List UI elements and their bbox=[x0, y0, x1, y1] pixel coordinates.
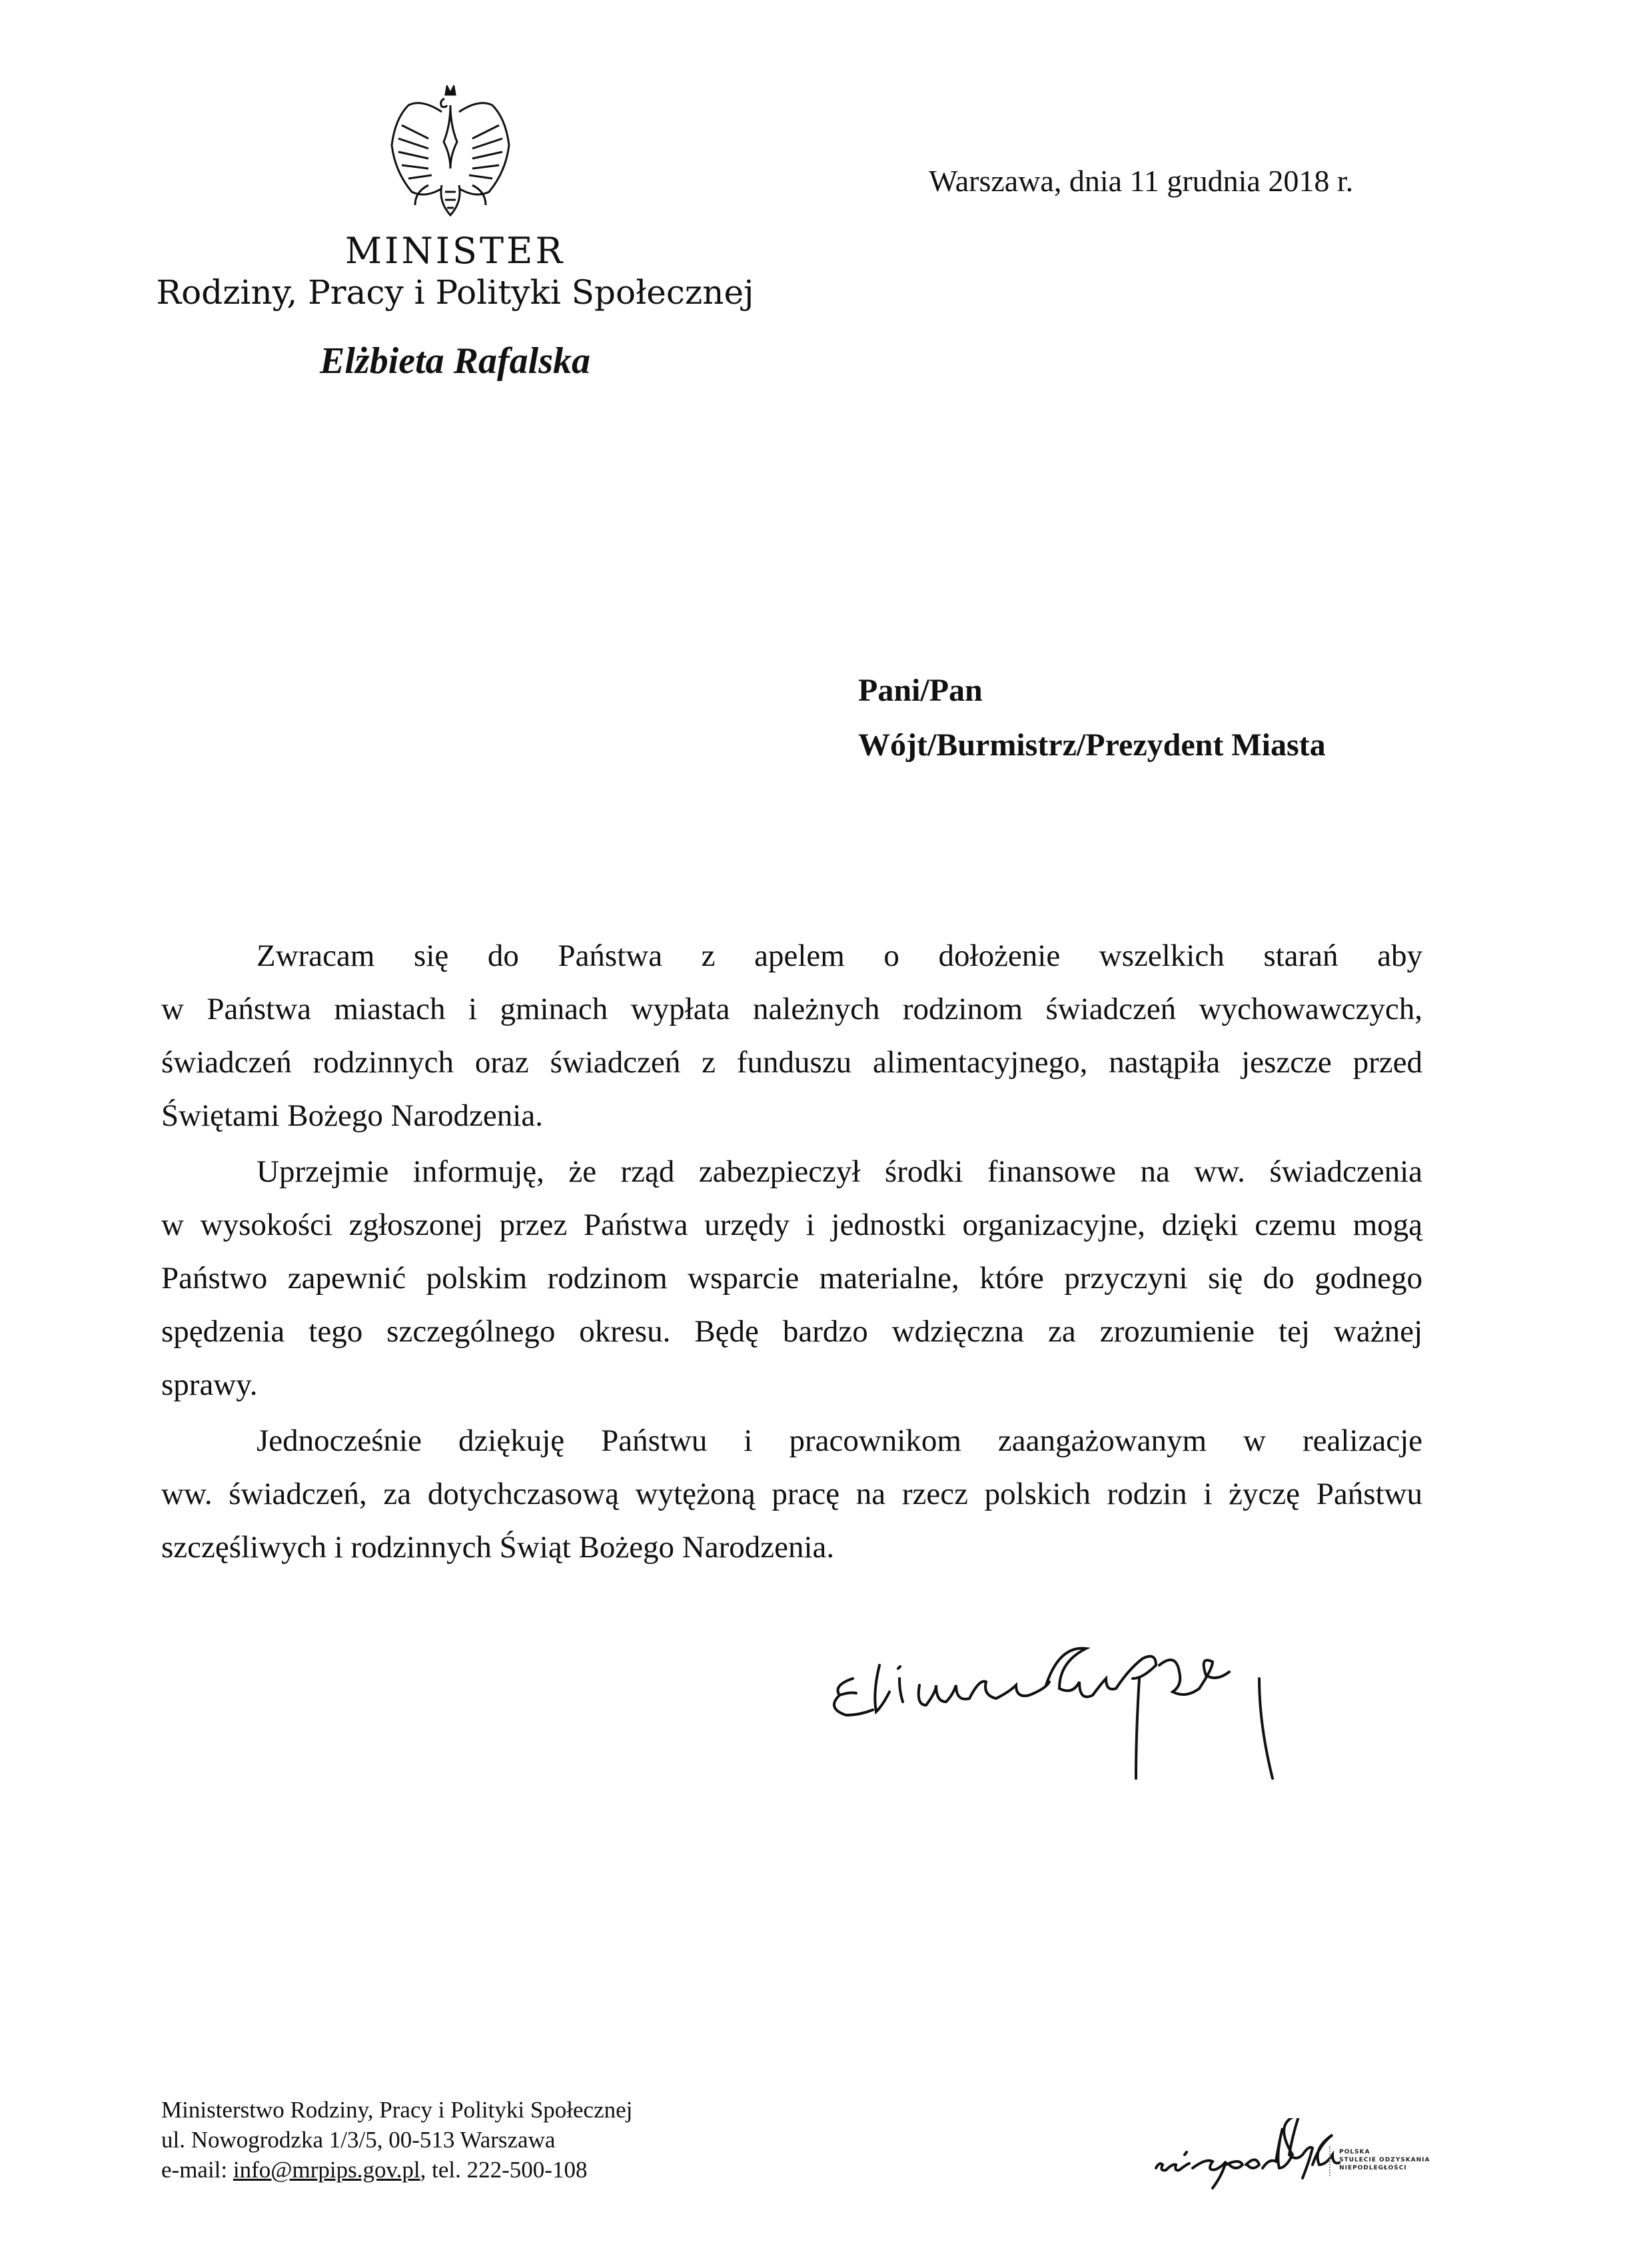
paragraph-2 bbox=[161, 1145, 1422, 1411]
body-line: ww. świadczeń, za dotychczasową wytężoną pracę na rzecz polskich rodzin i życzę Państwu bbox=[161, 1477, 1422, 1511]
minister-title: MINISTER bbox=[344, 230, 566, 272]
body-line: Świętami Bożego Narodzenia. bbox=[161, 1098, 543, 1133]
email-link[interactable]: info@mrpips.gov.pl bbox=[233, 2157, 420, 2183]
polish-eagle-emblem-icon bbox=[388, 85, 512, 218]
body-line: w wysokości zgłoszonej przez Państwa urzędy i jednostki organizacyjne, dzięki czemu mogą bbox=[161, 1208, 1422, 1242]
body-line: spędzenia tego szczególnego okresu. Będę bardzo wdzięczna za zrozumienie tej ważnej bbox=[161, 1314, 1422, 1349]
logo-line: STULECIE ODZYSKANIA bbox=[1339, 2157, 1430, 2163]
niepodlegla-logo bbox=[1146, 2118, 1346, 2198]
addressee-line-1: Pani/Pan bbox=[858, 673, 983, 708]
logo-line: NIEPODLEGŁOŚCI bbox=[1339, 2165, 1407, 2171]
body-line: Uprzejmie informuję, że rząd zabezpieczył środki finansowe na ww. świadczenia bbox=[257, 1154, 1422, 1189]
centenary-logo-text bbox=[1339, 2148, 1430, 2172]
minister-name: Elżbieta Rafalska bbox=[319, 340, 591, 382]
logo-line: POLSKA bbox=[1339, 2149, 1370, 2155]
footer-address: ul. Nowogrodzka 1/3/5, 00-513 Warszawa bbox=[161, 2127, 556, 2153]
letter-body bbox=[161, 929, 1422, 1577]
body-line: Zwracam się do Państwa z apelem o dołożenie wszelkich starań aby bbox=[257, 939, 1422, 973]
body-line: szczęśliwych i rodzinnych Świąt Bożego Narodzenia. bbox=[161, 1530, 835, 1565]
paragraph-1 bbox=[161, 929, 1422, 1142]
body-line: Państwo zapewnić polskim rodzinom wsparcie materialne, które przyczyni się do godnego bbox=[161, 1261, 1422, 1296]
addressee bbox=[858, 663, 1326, 773]
phone: , tel. 222-500-108 bbox=[420, 2157, 588, 2183]
footer-ministry: Ministerstwo Rodziny, Pracy i Polityki Społecznej bbox=[161, 2097, 633, 2123]
handwritten-signature bbox=[826, 1639, 1353, 1785]
footer-contact-line bbox=[161, 2155, 632, 2185]
email-label: e-mail: bbox=[161, 2157, 233, 2183]
logo-divider bbox=[1329, 2146, 1331, 2176]
body-line: sprawy. bbox=[161, 1367, 258, 1402]
date-line: Warszawa, dnia 11 grudnia 2018 r. bbox=[929, 164, 1354, 198]
body-line: świadczeń rodzinnych oraz świadczeń z funduszu alimentacyjnego, nastąpiła jeszcze przed bbox=[161, 1045, 1422, 1080]
paragraph-3 bbox=[161, 1414, 1422, 1574]
addressee-line-2: Wójt/Burmistrz/Prezydent Miasta bbox=[858, 727, 1326, 763]
ministry-name: Rodziny, Pracy i Polityki Społecznej bbox=[156, 273, 754, 312]
body-line: Jednocześnie dziękuję Państwu i pracownikom zaangażowanym w realizacje bbox=[257, 1423, 1422, 1458]
footer-contact bbox=[161, 2095, 632, 2185]
body-line: w Państwa miastach i gminach wypłata należnych rodzinom świadczeń wychowawczych, bbox=[161, 992, 1422, 1026]
